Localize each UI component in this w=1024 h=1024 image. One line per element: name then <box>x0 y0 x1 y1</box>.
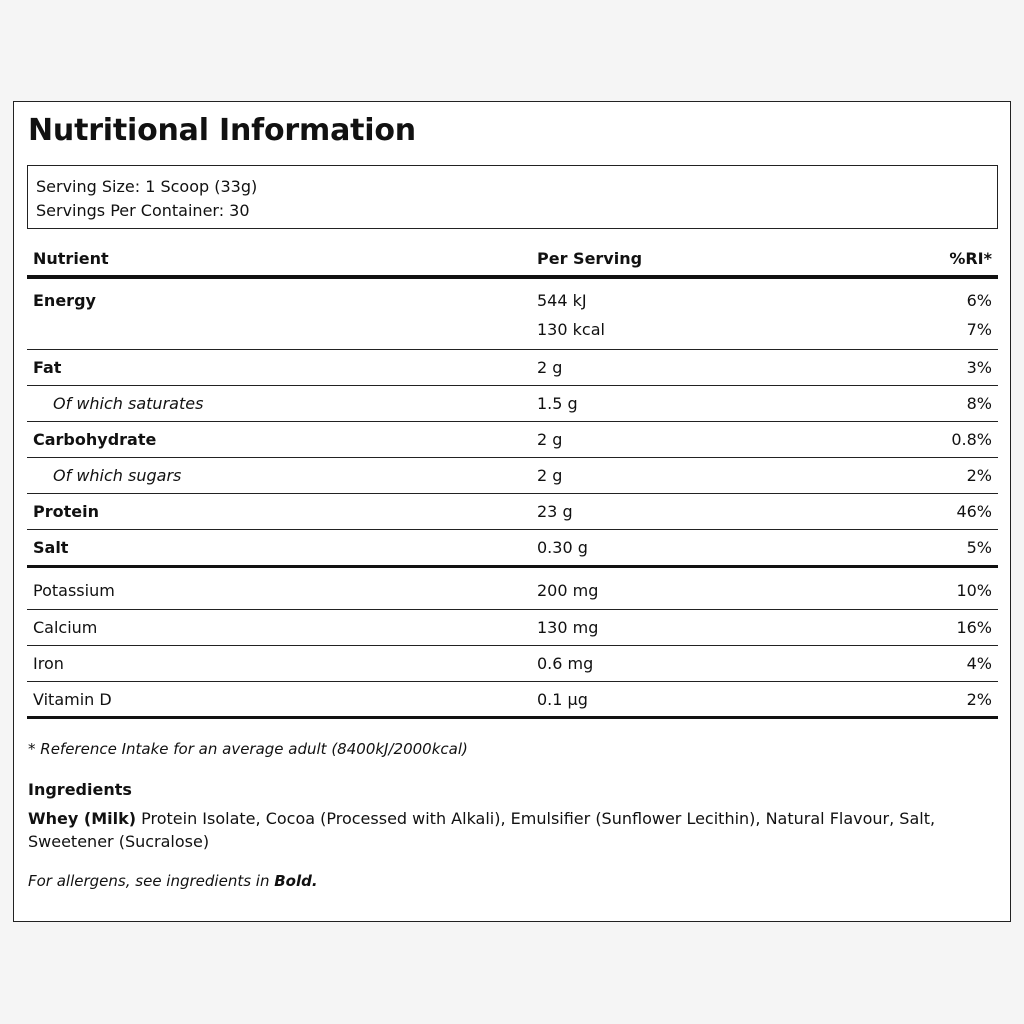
nutrient-label-energy: Energy <box>33 291 96 310</box>
nutrient-label: Salt <box>33 538 69 557</box>
energy-kj-value: 544 kJ <box>537 291 587 310</box>
nutrient-ri: 3% <box>966 358 992 377</box>
mineral-ri: 16% <box>956 618 992 637</box>
nutrient-ri: 46% <box>956 502 992 521</box>
table-row-calcium <box>27 610 998 646</box>
table-row-potassium <box>27 568 998 610</box>
mineral-value: 130 mg <box>537 618 599 637</box>
nutrient-ri: 2% <box>966 466 992 485</box>
mineral-value: 0.6 mg <box>537 654 594 673</box>
nutrient-value: 2 g <box>537 466 563 485</box>
nutrient-value: 23 g <box>537 502 573 521</box>
nutrient-label: Fat <box>33 358 62 377</box>
energy-kcal-ri: 7% <box>966 320 992 339</box>
table-row-energy-kcal <box>27 313 998 350</box>
table-row-saturates <box>27 386 998 422</box>
label-title: Nutritional Information <box>28 113 416 148</box>
nutrient-ri: 8% <box>966 394 992 413</box>
energy-kj-ri: 6% <box>966 291 992 310</box>
table-row-sugars <box>27 458 998 494</box>
nutrient-label: Of which saturates <box>53 394 204 413</box>
mineral-value: 200 mg <box>537 581 599 600</box>
mineral-label: Iron <box>33 654 64 673</box>
serving-info-box <box>27 165 998 229</box>
nutrient-value: 2 g <box>537 358 563 377</box>
nutrient-value: 0.30 g <box>537 538 588 557</box>
table-row-protein <box>27 494 998 530</box>
mineral-ri: 10% <box>956 581 992 600</box>
ingredients-title: Ingredients <box>28 780 132 799</box>
nutrient-label: Carbohydrate <box>33 430 157 449</box>
reference-intake-footnote: * Reference Intake for an average adult (8400kJ/2000kcal) <box>28 740 468 758</box>
allergen-ingredient: Whey (Milk) <box>28 809 137 828</box>
servings-per-container: Servings Per Container: 30 <box>36 201 250 220</box>
nutrient-value: 1.5 g <box>537 394 578 413</box>
table-row-fat <box>27 350 998 386</box>
mineral-label: Calcium <box>33 618 98 637</box>
mineral-value: 0.1 µg <box>537 690 588 709</box>
allergen-note-text: For allergens, see ingredients in <box>28 872 275 890</box>
mineral-label: Vitamin D <box>33 690 112 709</box>
ingredients-list: Protein Isolate, Cocoa (Processed with Alkali), Emulsifier (Sunflower Lecithin), Natural Flavour, Salt, Sweetener (Sucralose) <box>28 809 936 851</box>
nutrient-ri: 5% <box>966 538 992 557</box>
table-row-vitamin-d <box>27 682 998 719</box>
serving-size: Serving Size: 1 Scoop (33g) <box>36 177 258 196</box>
nutrition-label <box>13 101 1011 922</box>
header-nutrient: Nutrient <box>33 249 109 268</box>
nutrient-ri: 0.8% <box>951 430 992 449</box>
mineral-label: Potassium <box>33 581 115 600</box>
allergen-note-bold: Bold. <box>274 872 318 890</box>
table-header-row <box>27 240 998 279</box>
header-ri: %RI* <box>949 249 992 268</box>
table-row-energy-kj <box>27 279 998 313</box>
table-row-carbohydrate <box>27 422 998 458</box>
mineral-ri: 2% <box>966 690 992 709</box>
nutrition-table <box>27 240 998 719</box>
table-row-salt <box>27 530 998 568</box>
nutrient-label: Protein <box>33 502 99 521</box>
nutrient-value: 2 g <box>537 430 563 449</box>
allergen-note <box>28 872 318 890</box>
table-row-iron <box>27 646 998 682</box>
energy-kcal-value: 130 kcal <box>537 320 605 339</box>
mineral-ri: 4% <box>966 654 992 673</box>
header-per-serving: Per Serving <box>537 249 643 268</box>
nutrient-label: Of which sugars <box>53 466 182 485</box>
ingredients-text <box>28 807 988 853</box>
